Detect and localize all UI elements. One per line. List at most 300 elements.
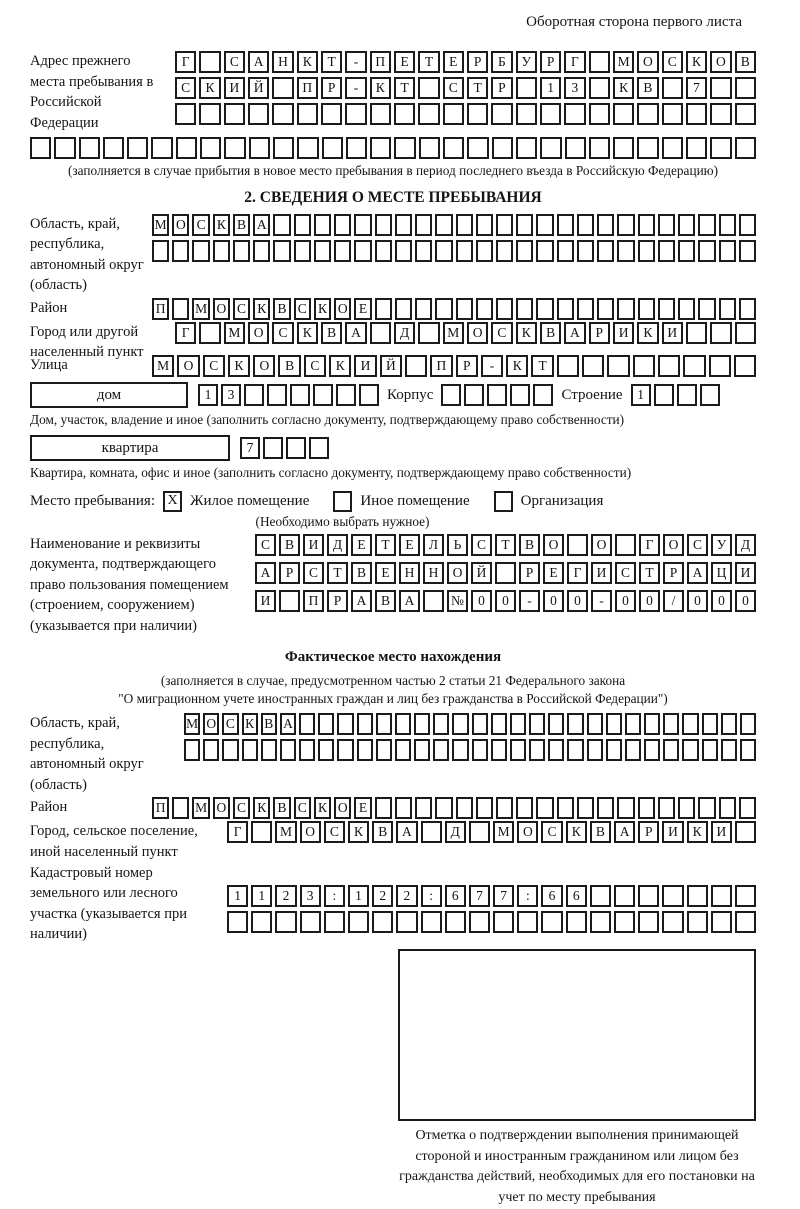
char-box[interactable]: Е [394, 51, 415, 73]
char-box[interactable] [625, 713, 641, 735]
char-box[interactable] [172, 797, 189, 819]
char-box[interactable] [273, 137, 294, 159]
char-box[interactable] [467, 137, 488, 159]
char-box[interactable]: Д [735, 534, 756, 556]
char-box[interactable] [638, 911, 659, 933]
char-box[interactable] [476, 298, 493, 320]
char-box[interactable]: П [370, 51, 391, 73]
char-box[interactable] [698, 797, 715, 819]
char-box[interactable] [678, 214, 695, 236]
char-box[interactable] [516, 797, 533, 819]
char-box[interactable] [414, 739, 430, 761]
char-box[interactable] [540, 137, 561, 159]
char-box[interactable] [151, 137, 172, 159]
char-box[interactable] [435, 214, 452, 236]
char-box[interactable] [633, 355, 655, 377]
char-box[interactable] [617, 214, 634, 236]
char-box[interactable] [682, 739, 698, 761]
char-box[interactable] [698, 240, 715, 262]
char-box[interactable] [739, 797, 756, 819]
char-box[interactable] [273, 214, 290, 236]
char-box[interactable] [686, 103, 707, 125]
char-box[interactable] [30, 137, 51, 159]
char-box[interactable] [472, 713, 488, 735]
char-box[interactable] [734, 355, 756, 377]
char-box[interactable] [297, 103, 318, 125]
char-box[interactable] [587, 713, 603, 735]
char-box[interactable] [435, 240, 452, 262]
char-box[interactable]: В [273, 298, 290, 320]
char-box[interactable] [735, 821, 756, 843]
char-box[interactable] [739, 214, 756, 236]
char-box[interactable] [248, 103, 269, 125]
char-box[interactable] [251, 911, 272, 933]
char-box[interactable] [662, 103, 683, 125]
char-box[interactable] [719, 214, 736, 236]
char-box[interactable]: О [172, 214, 189, 236]
char-box[interactable] [476, 214, 493, 236]
char-box[interactable]: - [591, 590, 612, 612]
char-box[interactable]: Л [423, 534, 444, 556]
char-box[interactable] [613, 103, 634, 125]
char-box[interactable] [452, 739, 468, 761]
char-box[interactable]: Г [639, 534, 660, 556]
char-box[interactable] [719, 797, 736, 819]
char-box[interactable] [739, 240, 756, 262]
char-box[interactable]: 0 [735, 590, 756, 612]
char-box[interactable]: С [175, 77, 196, 99]
char-box[interactable]: В [540, 322, 561, 344]
char-box[interactable] [324, 911, 345, 933]
char-box[interactable] [253, 240, 270, 262]
char-box[interactable]: 0 [495, 590, 516, 612]
char-box[interactable]: И [591, 562, 612, 584]
char-box[interactable] [491, 103, 512, 125]
char-box[interactable] [354, 240, 371, 262]
char-box[interactable]: 1 [198, 384, 218, 406]
char-box[interactable] [415, 214, 432, 236]
char-box[interactable]: Д [445, 821, 466, 843]
char-box[interactable] [487, 384, 507, 406]
char-box[interactable]: Е [399, 534, 420, 556]
char-box[interactable]: П [430, 355, 452, 377]
char-box[interactable]: 0 [639, 590, 660, 612]
char-box[interactable] [456, 214, 473, 236]
char-box[interactable] [176, 137, 197, 159]
char-box[interactable] [152, 240, 169, 262]
char-box[interactable] [590, 885, 611, 907]
char-box[interactable]: О [213, 797, 230, 819]
char-box[interactable] [267, 384, 287, 406]
char-box[interactable]: В [735, 51, 756, 73]
char-box[interactable]: В [519, 534, 540, 556]
char-box[interactable]: К [329, 355, 351, 377]
char-box[interactable] [491, 713, 507, 735]
char-box[interactable] [127, 137, 148, 159]
char-box[interactable] [493, 911, 514, 933]
char-box[interactable]: Д [327, 534, 348, 556]
char-box[interactable] [375, 240, 392, 262]
char-box[interactable]: К [228, 355, 250, 377]
char-box[interactable]: М [152, 214, 169, 236]
char-box[interactable]: А [345, 322, 366, 344]
char-box[interactable]: М [493, 821, 514, 843]
char-box[interactable] [686, 322, 707, 344]
char-box[interactable]: Е [443, 51, 464, 73]
char-box[interactable] [233, 240, 250, 262]
char-box[interactable]: Г [564, 51, 585, 73]
char-box[interactable]: К [199, 77, 220, 99]
char-box[interactable]: Ц [711, 562, 732, 584]
char-box[interactable]: К [253, 298, 270, 320]
char-box[interactable] [421, 821, 442, 843]
char-box[interactable]: С [233, 298, 250, 320]
char-box[interactable]: К [297, 322, 318, 344]
char-box[interactable] [567, 534, 588, 556]
char-box[interactable] [597, 240, 614, 262]
char-box[interactable]: С [615, 562, 636, 584]
char-box[interactable] [443, 103, 464, 125]
char-box[interactable]: К [370, 77, 391, 99]
char-box[interactable] [244, 384, 264, 406]
char-box[interactable] [224, 137, 245, 159]
char-box[interactable] [224, 103, 245, 125]
char-box[interactable] [348, 911, 369, 933]
char-box[interactable]: И [354, 355, 376, 377]
char-box[interactable]: М [192, 797, 209, 819]
char-box[interactable]: П [152, 797, 169, 819]
char-box[interactable] [203, 739, 219, 761]
char-box[interactable] [698, 214, 715, 236]
char-box[interactable] [597, 214, 614, 236]
char-box[interactable]: Т [495, 534, 516, 556]
char-box[interactable]: Е [354, 797, 371, 819]
char-box[interactable] [709, 355, 731, 377]
char-box[interactable] [589, 103, 610, 125]
char-box[interactable] [638, 797, 655, 819]
char-box[interactable] [370, 103, 391, 125]
char-box[interactable] [375, 298, 392, 320]
char-box[interactable]: С [303, 562, 324, 584]
char-box[interactable] [735, 77, 756, 99]
char-box[interactable]: 7 [240, 437, 260, 459]
char-box[interactable]: 0 [471, 590, 492, 612]
char-box[interactable]: Е [354, 298, 371, 320]
char-box[interactable] [565, 137, 586, 159]
char-box[interactable]: А [687, 562, 708, 584]
char-box[interactable] [606, 713, 622, 735]
char-box[interactable] [567, 713, 583, 735]
char-box[interactable] [615, 534, 636, 556]
char-box[interactable] [614, 911, 635, 933]
char-box[interactable] [711, 885, 732, 907]
char-box[interactable]: Г [175, 322, 196, 344]
char-box[interactable]: О [447, 562, 468, 584]
char-box[interactable] [617, 240, 634, 262]
char-box[interactable] [346, 137, 367, 159]
char-box[interactable]: В [273, 797, 290, 819]
char-box[interactable]: 1 [540, 77, 561, 99]
char-box[interactable] [396, 911, 417, 933]
char-box[interactable]: В [351, 562, 372, 584]
char-box[interactable] [710, 137, 731, 159]
char-box[interactable] [638, 298, 655, 320]
char-box[interactable] [510, 713, 526, 735]
char-box[interactable]: О [637, 51, 658, 73]
char-box[interactable]: 1 [251, 885, 272, 907]
char-box[interactable]: М [224, 322, 245, 344]
checkbox-other-premises[interactable] [333, 491, 352, 512]
char-box[interactable] [638, 885, 659, 907]
char-box[interactable] [249, 137, 270, 159]
char-box[interactable]: 6 [445, 885, 466, 907]
char-box[interactable] [663, 739, 679, 761]
char-box[interactable]: О [248, 322, 269, 344]
char-box[interactable] [336, 384, 356, 406]
char-box[interactable] [710, 77, 731, 99]
char-box[interactable]: А [280, 713, 296, 735]
char-box[interactable] [375, 214, 392, 236]
char-box[interactable] [469, 911, 490, 933]
char-box[interactable]: Й [248, 77, 269, 99]
char-box[interactable] [445, 911, 466, 933]
char-box[interactable] [496, 797, 513, 819]
char-box[interactable] [638, 214, 655, 236]
char-box[interactable] [435, 298, 452, 320]
char-box[interactable] [625, 739, 641, 761]
char-box[interactable]: Р [540, 51, 561, 73]
char-box[interactable] [376, 713, 392, 735]
char-box[interactable] [414, 713, 430, 735]
char-box[interactable]: В [279, 534, 300, 556]
char-box[interactable] [376, 739, 392, 761]
char-box[interactable] [700, 384, 720, 406]
char-box[interactable]: А [253, 214, 270, 236]
char-box[interactable]: В [278, 355, 300, 377]
char-box[interactable] [719, 298, 736, 320]
char-box[interactable] [637, 103, 658, 125]
char-box[interactable] [607, 355, 629, 377]
char-box[interactable]: В [261, 713, 277, 735]
char-box[interactable] [740, 739, 756, 761]
char-box[interactable] [590, 911, 611, 933]
char-box[interactable] [658, 298, 675, 320]
char-box[interactable]: Т [375, 534, 396, 556]
char-box[interactable] [395, 739, 411, 761]
char-box[interactable]: Н [423, 562, 444, 584]
char-box[interactable] [557, 797, 574, 819]
char-box[interactable] [313, 384, 333, 406]
char-box[interactable] [443, 137, 464, 159]
char-box[interactable] [103, 137, 124, 159]
char-box[interactable] [541, 911, 562, 933]
char-box[interactable]: С [471, 534, 492, 556]
char-box[interactable] [683, 355, 705, 377]
char-box[interactable]: О [467, 322, 488, 344]
char-box[interactable]: О [253, 355, 275, 377]
char-box[interactable]: К [314, 797, 331, 819]
char-box[interactable]: С [662, 51, 683, 73]
char-box[interactable]: Р [491, 77, 512, 99]
char-box[interactable] [334, 240, 351, 262]
char-box[interactable] [566, 911, 587, 933]
char-box[interactable]: А [351, 590, 372, 612]
char-box[interactable] [662, 137, 683, 159]
char-box[interactable] [644, 739, 660, 761]
char-box[interactable] [357, 713, 373, 735]
char-box[interactable] [456, 240, 473, 262]
char-box[interactable] [557, 214, 574, 236]
char-box[interactable]: 7 [493, 885, 514, 907]
char-box[interactable] [617, 797, 634, 819]
char-box[interactable] [557, 298, 574, 320]
char-box[interactable] [644, 713, 660, 735]
char-box[interactable] [464, 384, 484, 406]
char-box[interactable] [589, 51, 610, 73]
char-box[interactable]: И [711, 821, 732, 843]
char-box[interactable] [687, 885, 708, 907]
char-box[interactable]: К [613, 77, 634, 99]
char-box[interactable]: 6 [566, 885, 587, 907]
char-box[interactable] [719, 240, 736, 262]
char-box[interactable]: 0 [567, 590, 588, 612]
char-box[interactable] [496, 298, 513, 320]
char-box[interactable] [275, 911, 296, 933]
char-box[interactable] [415, 240, 432, 262]
char-box[interactable] [533, 384, 553, 406]
char-box[interactable]: А [564, 322, 585, 344]
char-box[interactable] [213, 240, 230, 262]
char-box[interactable] [251, 821, 272, 843]
char-box[interactable] [272, 103, 293, 125]
char-box[interactable] [548, 713, 564, 735]
char-box[interactable] [321, 103, 342, 125]
char-box[interactable] [476, 240, 493, 262]
char-box[interactable] [582, 355, 604, 377]
char-box[interactable] [536, 298, 553, 320]
char-box[interactable] [199, 51, 220, 73]
char-box[interactable] [261, 739, 277, 761]
char-box[interactable]: / [663, 590, 684, 612]
char-box[interactable] [354, 214, 371, 236]
char-box[interactable] [299, 713, 315, 735]
char-box[interactable]: А [255, 562, 276, 584]
char-box[interactable]: У [711, 534, 732, 556]
char-box[interactable]: С [304, 355, 326, 377]
char-box[interactable]: О [300, 821, 321, 843]
char-box[interactable]: С [491, 322, 512, 344]
char-box[interactable] [682, 713, 698, 735]
char-box[interactable] [280, 739, 296, 761]
char-box[interactable] [491, 739, 507, 761]
char-box[interactable] [529, 739, 545, 761]
char-box[interactable]: И [735, 562, 756, 584]
char-box[interactable]: Р [279, 562, 300, 584]
char-box[interactable]: И [224, 77, 245, 99]
char-box[interactable] [540, 103, 561, 125]
char-box[interactable] [314, 240, 331, 262]
char-box[interactable] [536, 214, 553, 236]
char-box[interactable] [318, 739, 334, 761]
char-box[interactable] [710, 103, 731, 125]
char-box[interactable]: Т [321, 51, 342, 73]
char-box[interactable]: Т [418, 51, 439, 73]
char-box[interactable] [587, 739, 603, 761]
char-box[interactable] [297, 137, 318, 159]
char-box[interactable] [318, 713, 334, 735]
char-box[interactable]: С [443, 77, 464, 99]
checkbox-residential[interactable]: X [163, 491, 182, 512]
char-box[interactable] [589, 77, 610, 99]
char-box[interactable]: Н [399, 562, 420, 584]
char-box[interactable]: У [516, 51, 537, 73]
char-box[interactable] [710, 322, 731, 344]
char-box[interactable] [606, 739, 622, 761]
char-box[interactable] [418, 103, 439, 125]
char-box[interactable] [184, 739, 200, 761]
char-box[interactable]: В [321, 322, 342, 344]
char-box[interactable] [357, 739, 373, 761]
char-box[interactable] [469, 821, 490, 843]
char-box[interactable] [735, 322, 756, 344]
char-box[interactable]: П [152, 298, 169, 320]
char-box[interactable]: Б [491, 51, 512, 73]
char-box[interactable]: Р [589, 322, 610, 344]
char-box[interactable]: Й [471, 562, 492, 584]
char-box[interactable]: К [213, 214, 230, 236]
char-box[interactable] [79, 137, 100, 159]
char-box[interactable] [687, 911, 708, 933]
char-box[interactable]: Т [327, 562, 348, 584]
char-box[interactable]: К [242, 713, 258, 735]
char-box[interactable]: К [348, 821, 369, 843]
char-box[interactable] [395, 713, 411, 735]
char-box[interactable] [334, 214, 351, 236]
char-box[interactable] [589, 137, 610, 159]
char-box[interactable] [472, 739, 488, 761]
char-box[interactable] [273, 240, 290, 262]
char-box[interactable] [405, 355, 427, 377]
char-box[interactable]: О [591, 534, 612, 556]
char-box[interactable] [359, 384, 379, 406]
char-box[interactable]: М [152, 355, 174, 377]
char-box[interactable]: С [541, 821, 562, 843]
char-box[interactable]: К [506, 355, 528, 377]
char-box[interactable]: Г [567, 562, 588, 584]
char-box[interactable] [370, 322, 391, 344]
char-box[interactable]: Т [639, 562, 660, 584]
char-box[interactable] [395, 797, 412, 819]
char-box[interactable] [516, 103, 537, 125]
char-box[interactable]: В [590, 821, 611, 843]
char-box[interactable] [536, 797, 553, 819]
char-box[interactable] [290, 384, 310, 406]
char-box[interactable] [735, 103, 756, 125]
char-box[interactable] [740, 713, 756, 735]
char-box[interactable]: О [543, 534, 564, 556]
char-box[interactable]: С [294, 797, 311, 819]
char-box[interactable] [495, 562, 516, 584]
char-box[interactable] [662, 911, 683, 933]
char-box[interactable]: С [255, 534, 276, 556]
char-box[interactable]: 0 [543, 590, 564, 612]
char-box[interactable] [299, 739, 315, 761]
char-box[interactable] [702, 739, 718, 761]
char-box[interactable] [294, 214, 311, 236]
char-box[interactable]: Р [321, 77, 342, 99]
char-box[interactable] [175, 103, 196, 125]
char-box[interactable]: О [710, 51, 731, 73]
